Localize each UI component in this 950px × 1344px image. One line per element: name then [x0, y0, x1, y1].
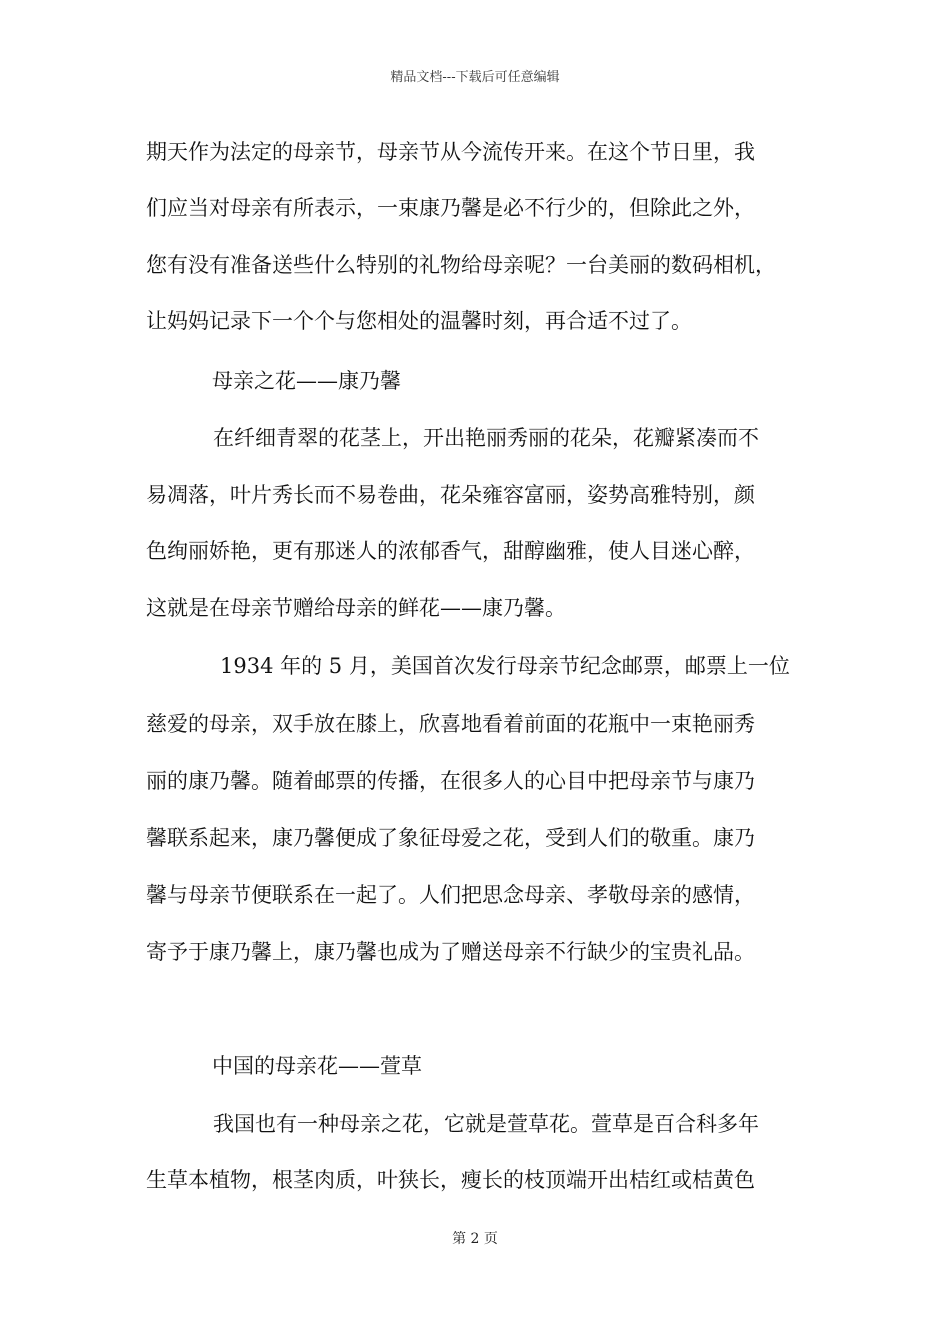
body-line: 寄予于康乃馨上，康乃馨也成为了赠送母亲不行缺少的宝贵礼品。: [146, 940, 755, 964]
body-line: 期天作为法定的母亲节，母亲节从今流传开来。在这个节日里，我: [146, 140, 755, 164]
body-line: 色绚丽娇艳，更有那迷人的浓郁香气，甜醇幽雅，使人目迷心醉，: [146, 539, 755, 563]
body-line: 丽的康乃馨。随着邮票的传播，在很多人的心目中把母亲节与康乃: [146, 769, 755, 793]
body-line: 1934 年的 5 月，美国首次发行母亲节纪念邮票，邮票上一位: [220, 654, 790, 678]
section-heading: 母亲之花——康乃馨: [212, 369, 401, 393]
page-header: 精品文档---下载后可任意编辑: [390, 70, 560, 85]
body-line: 您有没有准备送些什么特别的礼物给母亲呢？一台美丽的数码相机，: [146, 253, 776, 277]
body-line: 我国也有一种母亲之花，它就是萱草花。萱草是百合科多年: [213, 1112, 759, 1136]
body-line: 馨与母亲节便联系在一起了。人们把思念母亲、孝敬母亲的感情，: [146, 883, 755, 907]
body-line: 在纤细青翠的花茎上，开出艳丽秀丽的花朵，花瓣紧凑而不: [213, 426, 759, 450]
body-line: 馨联系起来，康乃馨便成了象征母爱之花，受到人们的敬重。康乃: [146, 826, 755, 850]
body-line: 慈爱的母亲，双手放在膝上，欣喜地看着前面的花瓶中一束艳丽秀: [146, 712, 755, 736]
page-number: 第 2 页: [452, 1231, 498, 1247]
body-line: 这就是在母亲节赠给母亲的鲜花——康乃馨。: [146, 596, 566, 620]
body-line: 让妈妈记录下一个个与您相处的温馨时刻，再合适不过了。: [146, 309, 692, 333]
body-line: 生草本植物，根茎肉质，叶狭长，瘦长的枝顶端开出桔红或桔黄色: [146, 1168, 755, 1192]
section-heading: 中国的母亲花——萱草: [212, 1054, 422, 1078]
body-line: 们应当对母亲有所表示，一束康乃馨是必不行少的，但除此之外，: [146, 196, 755, 220]
body-line: 易凋落，叶片秀长而不易卷曲，花朵雍容富丽，姿势高雅特别，颜: [146, 483, 755, 507]
